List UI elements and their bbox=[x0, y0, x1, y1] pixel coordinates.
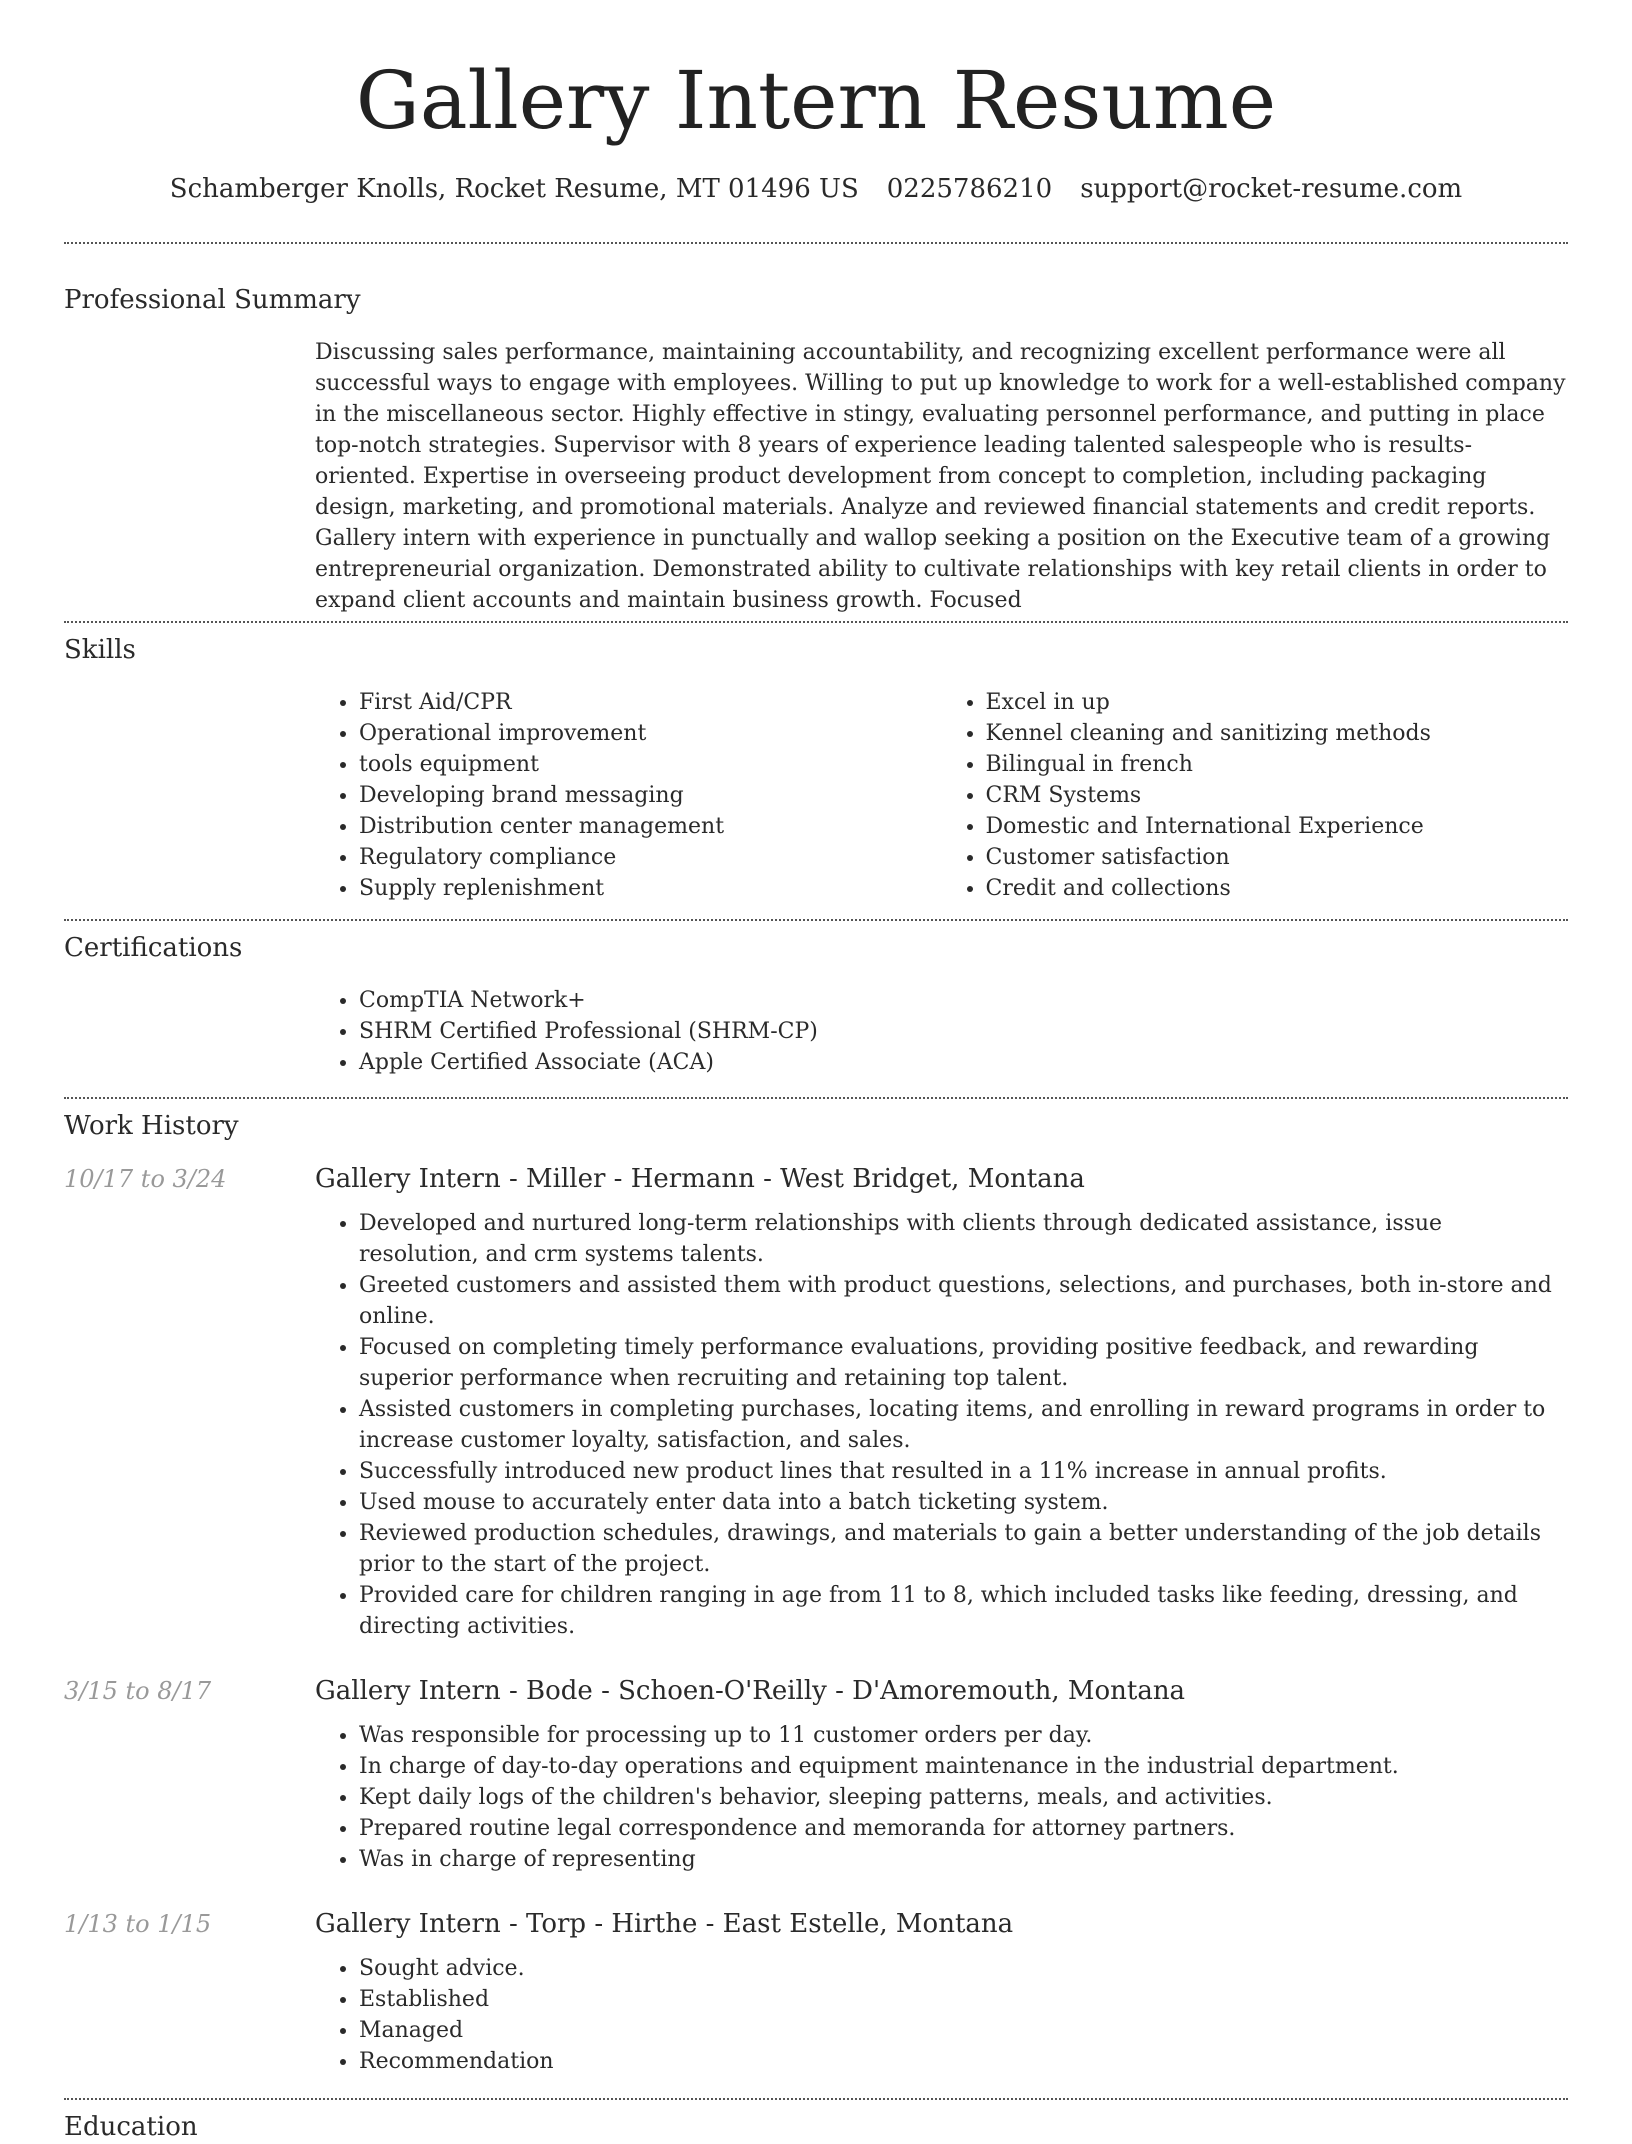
job-bullet: • Established bbox=[359, 1984, 1568, 2015]
job-header bbox=[64, 1164, 1568, 1194]
job-bullet: • Reviewed production schedules, drawings, and materials to gain a better understanding of the job details prior to the start of the project. bbox=[359, 1518, 1568, 1580]
job-bullet: • Greeted customers and assisted them with product questions, selections, and purchases, both in-store and online. bbox=[359, 1270, 1568, 1332]
divider bbox=[64, 2098, 1568, 2100]
contact-line bbox=[64, 172, 1568, 206]
divider bbox=[64, 1097, 1568, 1099]
job-header bbox=[64, 1676, 1568, 1706]
skills-column-right bbox=[942, 687, 1569, 904]
job-entry bbox=[64, 1676, 1568, 1875]
job-bullet-list bbox=[315, 1953, 1568, 2077]
job-title: Gallery Intern - Torp - Hirthe - East Estelle, Montana bbox=[315, 1909, 1014, 1939]
job-entry bbox=[64, 1164, 1568, 1642]
job-bullet: • Kept daily logs of the children's behavior, sleeping patterns, meals, and activities. bbox=[359, 1782, 1568, 1813]
divider bbox=[64, 621, 1568, 623]
certification-item: • SHRM Certified Professional (SHRM-CP) bbox=[359, 1016, 1568, 1047]
job-title: Gallery Intern - Bode - Schoen-O'Reilly - D'Amoremouth, Montana bbox=[315, 1676, 1186, 1706]
job-bullet: • Used mouse to accurately enter data into a batch ticketing system. bbox=[359, 1487, 1568, 1518]
job-bullet-list bbox=[315, 1720, 1568, 1875]
job-date: 3/15 to 8/17 bbox=[64, 1677, 212, 1705]
skill-item: • Domestic and International Experience bbox=[986, 811, 1569, 842]
skill-item: • Regulatory compliance bbox=[359, 842, 942, 873]
job-bullets bbox=[315, 1953, 1568, 2077]
job-bullet: • Assisted customers in completing purchases, locating items, and enrolling in reward programs in order to increase customer loyalty, satisfaction, and sales. bbox=[359, 1394, 1568, 1456]
skill-item: • Operational improvement bbox=[359, 718, 942, 749]
skill-item: • First Aid/CPR bbox=[359, 687, 942, 718]
job-bullet: • Was responsible for processing up to 11 customer orders per day. bbox=[359, 1720, 1568, 1751]
divider bbox=[64, 242, 1568, 244]
certifications-items bbox=[315, 985, 1568, 1078]
summary-text: Discussing sales performance, maintaining accountability, and recognizing excellent performance were all successful ways to engage with employees. Willing to put up knowledge to work for a well-established company in the miscellaneous sector. Highly effective in stingy, evaluating personnel performance, and putting in place top-notch strategies. Supervisor with 8 years of experience leading talented salespeople who is results-oriented. Expertise in overseeing product development from concept to completion, including packaging design, marketing, and promotional materials. Analyze and reviewed financial statements and credit reports. Gallery intern with experience in punctually and wallop seeking a position on the Executive team of a growing entrepreneurial organization. Demonstrated ability to cultivate relationships with key retail clients in order to expand client accounts and maintain business growth. Focused bbox=[315, 340, 1566, 613]
skills-list bbox=[315, 687, 1568, 904]
job-bullets bbox=[315, 1208, 1568, 1642]
job-bullet: • Developed and nurtured long-term relationships with clients through dedicated assistance, issue resolution, and crm systems talents. bbox=[359, 1208, 1568, 1270]
skills-column-left bbox=[315, 687, 942, 904]
job-bullet: • Successfully introduced new product lines that resulted in a 11% increase in annual profits. bbox=[359, 1456, 1568, 1487]
skill-item: • Credit and collections bbox=[986, 873, 1569, 904]
job-bullet: • Focused on completing timely performance evaluations, providing positive feedback, and rewarding superior performance when recruiting and retaining top talent. bbox=[359, 1332, 1568, 1394]
job-header bbox=[64, 1909, 1568, 1939]
job-title: Gallery Intern - Miller - Hermann - West Bridget, Montana bbox=[315, 1164, 1085, 1194]
job-bullet: • Recommendation bbox=[359, 2046, 1568, 2077]
skill-item: • CRM Systems bbox=[986, 780, 1569, 811]
job-bullet: • Was in charge of representing bbox=[359, 1844, 1568, 1875]
skill-item: • Excel in up bbox=[986, 687, 1569, 718]
skill-item: • Bilingual in french bbox=[986, 749, 1569, 780]
job-bullet: • Managed bbox=[359, 2015, 1568, 2046]
skill-item: • Supply replenishment bbox=[359, 873, 942, 904]
resume-title: Gallery Intern Resume bbox=[355, 54, 1277, 147]
job-bullet: • Prepared routine legal correspondence and memoranda for attorney partners. bbox=[359, 1813, 1568, 1844]
certification-item: • CompTIA Network+ bbox=[359, 985, 1568, 1016]
skill-item: • tools equipment bbox=[359, 749, 942, 780]
divider bbox=[64, 919, 1568, 921]
section-title-work-history: Work History bbox=[64, 1111, 239, 1141]
resume-page bbox=[64, 0, 1568, 2144]
certifications-list bbox=[315, 985, 1568, 1078]
email: support@rocket-resume.com bbox=[1080, 174, 1463, 204]
job-date: 10/17 to 3/24 bbox=[64, 1165, 227, 1193]
skill-item: • Kennel cleaning and sanitizing methods bbox=[986, 718, 1569, 749]
section-title-certifications: Certifications bbox=[64, 933, 243, 963]
certification-item: • Apple Certified Associate (ACA) bbox=[359, 1047, 1568, 1078]
section-title-summary: Professional Summary bbox=[64, 285, 361, 315]
job-entry bbox=[64, 1909, 1568, 2077]
job-bullet: • Provided care for children ranging in age from 11 to 8, which included tasks like feeding, dressing, and directing activities. bbox=[359, 1580, 1568, 1642]
address: Schamberger Knolls, Rocket Resume, MT 01496 US bbox=[169, 174, 859, 204]
skill-item: • Distribution center management bbox=[359, 811, 942, 842]
job-date: 1/13 to 1/15 bbox=[64, 1910, 212, 1938]
skill-item: • Developing brand messaging bbox=[359, 780, 942, 811]
job-bullet-list bbox=[315, 1208, 1568, 1642]
job-bullet: • In charge of day-to-day operations and equipment maintenance in the industrial department. bbox=[359, 1751, 1568, 1782]
skill-item: • Customer satisfaction bbox=[986, 842, 1569, 873]
phone: 0225786210 bbox=[886, 174, 1053, 204]
section-title-education: Education bbox=[64, 2112, 198, 2142]
job-bullets bbox=[315, 1720, 1568, 1875]
section-title-skills: Skills bbox=[64, 635, 136, 665]
job-bullet: • Sought advice. bbox=[359, 1953, 1568, 1984]
